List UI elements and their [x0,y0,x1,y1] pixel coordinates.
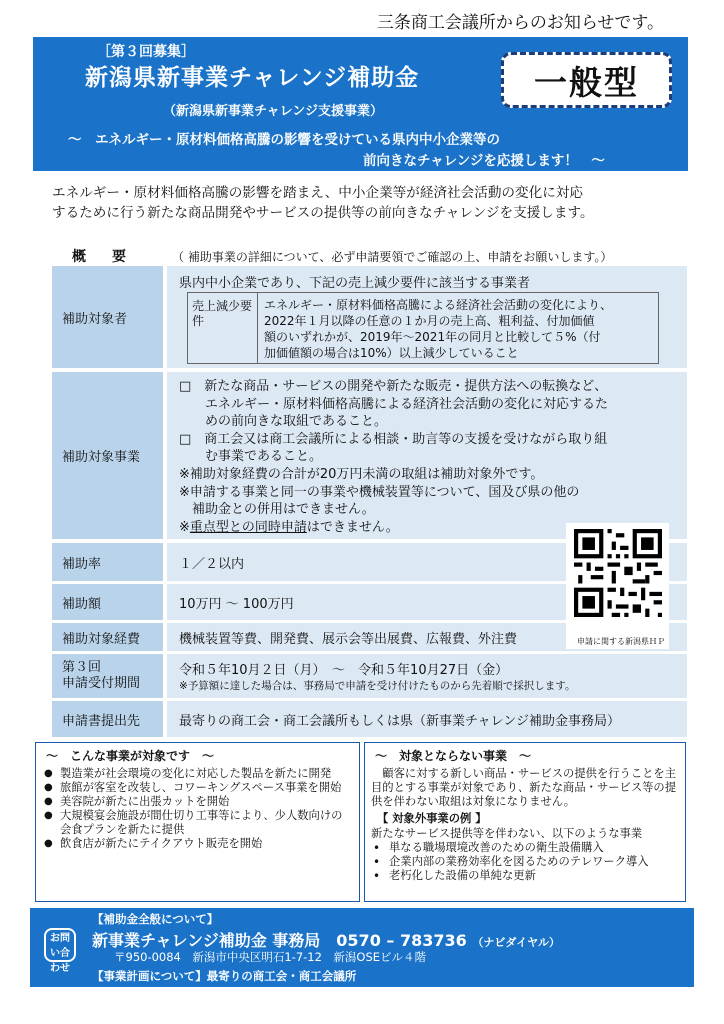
row-content [167,701,687,737]
req-line: 額のいずれかが、2019年～2021年の同月と比較して５%（付 [264,330,601,344]
table-row [52,701,687,737]
ineligible-body: 顧客に対する新しい商品・サービスの提供を行うことを主目的とする事業が対象であり、新たな商品・サービス等の提供を伴わない取組は対象になりません。 [371,767,677,808]
req-line: エネルギー・原材料価格高騰による経済社会活動の変化により、 [264,298,613,312]
notice-text: 三条商工会議所からのお知らせです。 [376,13,664,33]
subtitle: （新潟県新事業チャレンジ支援事業） [163,104,383,119]
expenses-value: 機械装置等費、開発費、展示会等出展費、広報費、外注費 [179,631,518,647]
overview-label: 概 要 [72,249,132,265]
rate-value: １／２以内 [179,556,245,572]
navi-label: （ナビダイヤル） [472,936,561,949]
eligible-heading: ～ こんな事業が対象です ～ [46,749,215,763]
project-line: エネルギー・原材料価格高騰による経済社会活動の変化に対応するた [179,396,609,412]
list-item: • 老朽化した設備の単純な更新 [373,869,679,883]
general-heading: 【補助金全般について】 [92,912,219,926]
page-title: 新潟県新事業チャレンジ補助金 [85,65,420,91]
tagline-line-2: 前向きなチャレンジを応援します！ ～ [363,153,605,169]
row-header: 補助対象経費 [52,623,163,651]
office-line: 新事業チャレンジ補助金 事務局 0570 – 783736 [92,931,467,950]
project-line: □ 商工会又は商工会議所による相談・助言等の支援を受けながら取り組 [179,431,608,447]
qr-code-icon[interactable] [574,529,662,617]
project-line: □ 新たな商品・サービスの開発や新たな販売・提供方法への転換など、 [179,379,608,394]
tagline-line-1: ～ エネルギー・原材料価格高騰の影響を受けている県内中小企業等の [68,132,500,148]
target-intro: 県内中小企業であり、下記の売上減少要件に該当する事業者 [179,276,531,291]
contact-pill: お問い合わせ [44,928,76,962]
row-header: 補助対象者 [52,266,163,368]
project-line: 補助金との併用はできません。 [179,502,375,518]
row-header: 補助率 [52,543,163,581]
hero-banner [33,37,688,171]
row-header: 補助対象事業 [52,372,163,539]
row-header: 補助額 [52,584,163,620]
period-label: 第３回 [62,660,102,675]
row-content [167,372,687,539]
table-row [52,266,687,368]
row-header [52,654,163,698]
list-item: ● 大規模宴会施設が間仕切り工事等により、少人数向けの会食プランを新たに提供 [44,809,353,837]
examples-heading: 【 対象外事業の例 】 [377,812,487,825]
req-line: 2022年１月以降の任意の１か月の売上高、粗利益、付加価値 [264,314,595,328]
requirement-box [187,292,659,364]
requirement-label: 売上減少要件 [188,293,258,363]
examples-intro: 新たなサービス提供等を伴わない、以下のような事業 [371,827,643,840]
round-label: ［第３回募集］ [97,44,195,60]
row-content [167,266,687,368]
project-line: ※補助対象経費の合計が20万円未満の取組は補助対象外です。 [179,466,544,482]
period-value: 令和５年10月２日（月） ～ 令和５年10月27日（金） [179,663,509,678]
period-label: 申請受付期間 [62,676,141,691]
project-line: む事業であること。 [179,449,323,465]
type-badge: 一般型 [501,52,672,108]
list-item: ● 美容院が新たに出張カットを開始 [44,795,353,809]
row-content [167,654,687,698]
submit-value: 最寄りの商工会・商工会議所もしくは県（新事業チャレンジ補助金事務局） [179,713,620,729]
ineligible-heading: ～ 対象とならない事業 ～ [375,749,532,763]
office-address: 〒950-0084 新潟市中央区明石1-7-12 新潟OSEビル４階 [114,950,427,964]
list-item: • 企業内部の業務効率化を図るためのテレワーク導入 [373,855,679,869]
requirement-text [258,293,658,363]
ineligible-box [364,742,686,902]
eligible-box [35,742,360,902]
list-item: • 単なる職場環境改善のための衛生設備購入 [373,841,679,855]
table-row [52,654,687,698]
list-item: ● 飲食店が新たにテイクアウト販売を開始 [44,837,353,851]
lead-line: エネルギー・原材料価格高騰の影響を踏まえ、中小企業等が経済社会活動の変化に対応 [52,185,583,201]
project-line: ※重点型との同時申請はできません。 [179,519,399,535]
overview-note: （ 補助事業の詳細について、必ず申請要領でご確認の上、申請をお願いします。） [172,250,613,264]
req-line: 加価値額の場合は10%）以上減少していること [264,346,519,360]
project-line: めの前向きな取組であること。 [179,414,388,430]
list-item: ● 旅館が客室を改装し、コワーキングスペース事業を開始 [44,781,353,795]
row-header: 申請書提出先 [52,701,163,737]
period-note: ※予算額に達した場合は、事務局で申請を受け付けたものから先着順で採択します。 [179,680,576,692]
table-row [52,372,687,539]
qr-code-panel[interactable] [566,523,669,649]
contact-footer [30,908,694,987]
plan-contact: 【事業計画について】最寄りの商工会・商工会議所 [92,969,357,983]
qr-caption: 申請に関する新潟県ＨＰ [577,637,665,646]
lead-paragraph [52,183,692,223]
project-line: ※申請する事業と同一の事業や機械装置等について、国及び県の他の [179,484,580,500]
lead-line: するために行う新たな商品開発やサービスの提供等の前向きなチャレンジを支援します。 [52,205,594,221]
office-phone[interactable] [92,928,560,951]
list-item: ● 製造業が社会環境の変化に対応した製品を新たに開発 [44,767,353,781]
amount-value: 10万円 ～ 100万円 [179,596,294,612]
